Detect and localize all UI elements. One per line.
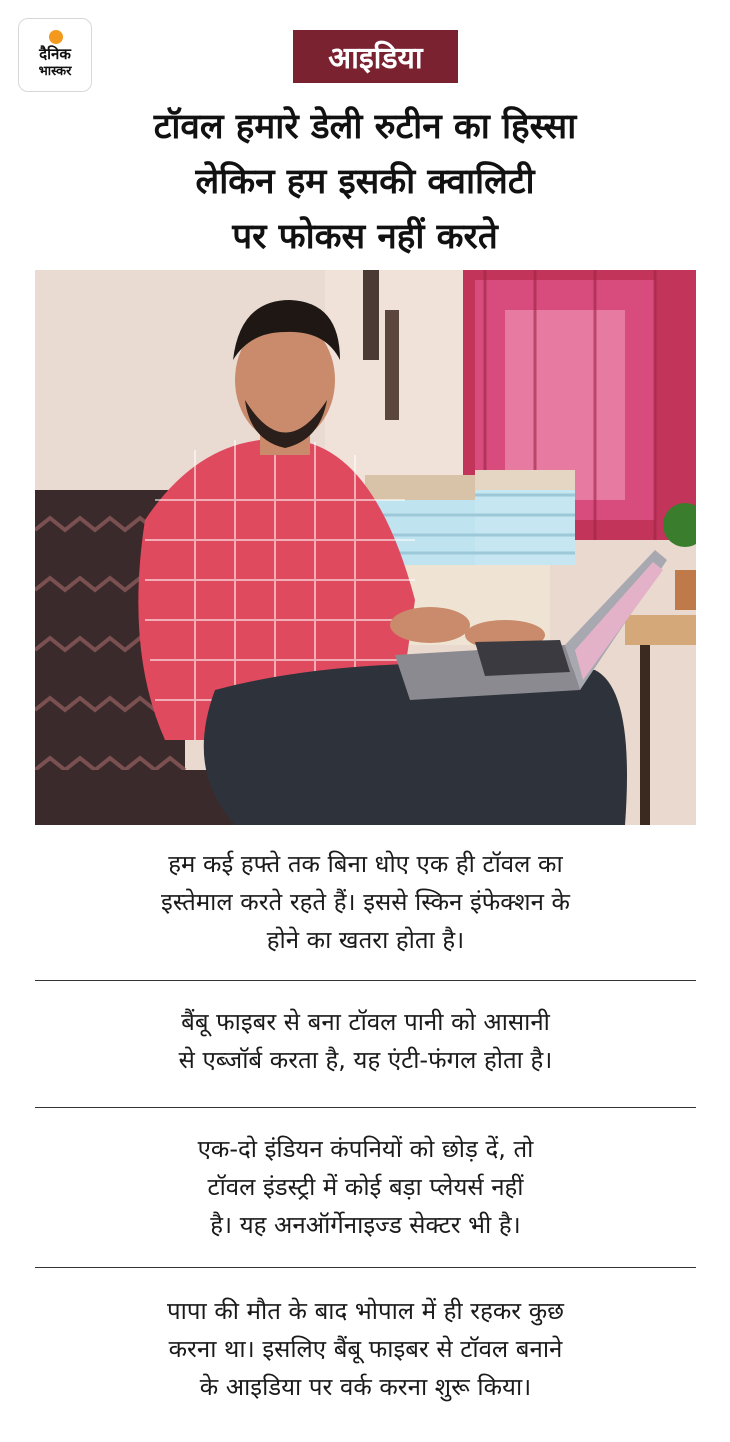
point-line: होने का खतरा होता है। — [266, 926, 465, 954]
logo-line2: भास्कर — [38, 64, 72, 79]
idea-tag: आइडिया — [293, 30, 458, 83]
divider — [35, 1267, 696, 1268]
headline-line: लेकिन हम इसकी क्वालिटी — [195, 162, 535, 202]
photo-illustration — [35, 270, 696, 825]
point-1 — [35, 845, 696, 959]
point-line: के आइडिया पर वर्क करना शुरू किया। — [199, 1373, 532, 1401]
sun-icon — [49, 30, 63, 44]
logo-line1: दैनिक — [39, 45, 71, 63]
point-line: है। यह अनऑर्गेनाइज्ड सेक्टर भी है। — [210, 1211, 521, 1239]
point-line: करना था। इसलिए बैंबू फाइबर से टॉवल बनाने — [168, 1335, 563, 1363]
point-2 — [35, 1003, 696, 1079]
photo — [35, 270, 696, 825]
point-line: टॉवल इंडस्ट्री में कोई बड़ा प्लेयर्स नहीं — [207, 1173, 524, 1201]
headline-line: पर फोकस नहीं करते — [232, 217, 498, 257]
point-line: हम कई हफ्ते तक बिना धोए एक ही टॉवल का — [168, 850, 563, 878]
point-4 — [35, 1292, 696, 1406]
headline — [40, 100, 690, 265]
point-line: से एब्जॉर्ब करता है, यह एंटी-फंगल होता है। — [178, 1046, 553, 1074]
divider — [35, 980, 696, 981]
point-line: बैंबू फाइबर से बना टॉवल पानी को आसानी — [181, 1008, 550, 1036]
point-line: पापा की मौत के बाद भोपाल में ही रहकर कुछ — [167, 1297, 564, 1325]
divider — [35, 1107, 696, 1108]
point-line: इस्तेमाल करते रहते हैं। इससे स्किन इंफेक्शन के — [161, 888, 570, 916]
point-3 — [35, 1130, 696, 1244]
dainik-bhaskar-logo[interactable] — [18, 18, 92, 92]
headline-line: टॉवल हमारे डेली रुटीन का हिस्सा — [153, 107, 577, 147]
point-line: एक-दो इंडियन कंपनियों को छोड़ दें, तो — [197, 1135, 534, 1163]
